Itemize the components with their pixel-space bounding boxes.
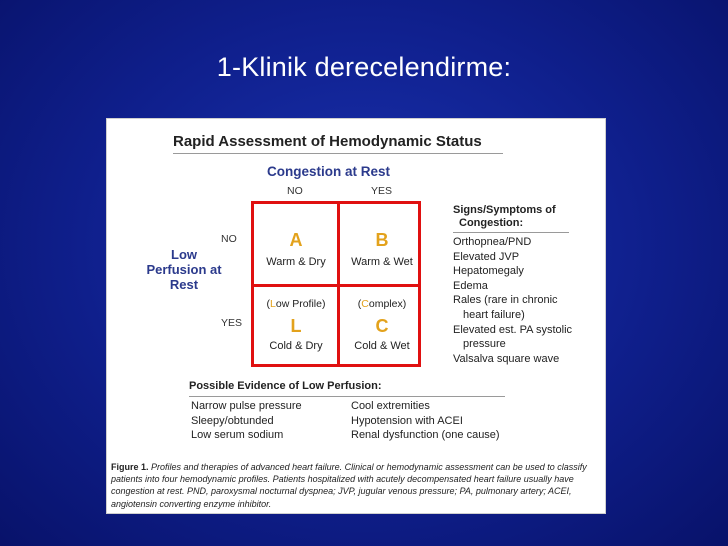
caption-text: Profiles and therapies of advanced heart failure. Clinical or hemodynamic assessment can be used to classify patients into four hemodynamic profiles. Patients hospitalized with acutely decompensated heart failure usually have congestion at rest. PND, paroxysmal nocturnal dyspnea; JVP, jugular venous pressure; PA, pulmonary artery; ACEI, angiotensin converting enzyme inhibitor. [111, 462, 587, 509]
row-no-label: NO [221, 233, 237, 245]
list-item: Rales (rare in chronic [453, 294, 558, 307]
list-item: Cool extremities [351, 400, 430, 412]
profile-grid [251, 201, 421, 367]
cell-c-label: Cold & Wet [354, 340, 410, 352]
cell-l-subtitle-rest: ow Profile) [275, 298, 326, 310]
signs-title-line-1: Signs/Symptoms of [453, 204, 556, 216]
perfusion-label: Low Perfusion at Rest [146, 247, 222, 292]
list-item: pressure [463, 338, 506, 351]
list-item: Elevated est. PA systolic [453, 323, 573, 336]
cell-c-letter: C [375, 316, 389, 336]
evidence-right-list [351, 399, 500, 443]
cell-c-subtitle-initial: C [361, 298, 369, 310]
signs-list [453, 235, 572, 366]
congestion-header: Congestion at Rest [267, 164, 391, 179]
caption-label: Figure 1. [111, 462, 149, 472]
hemodynamic-figure [106, 118, 606, 514]
list-item: Edema [453, 279, 488, 292]
slide-title: 1-Klinik derecelendirme: [216, 52, 512, 82]
cell-b-label: Warm & Wet [351, 256, 413, 268]
figure-title: Rapid Assessment of Hemodynamic Status [173, 133, 482, 150]
cell-l-subtitle: (Low Profile) [266, 298, 326, 310]
title-rule [173, 153, 503, 154]
grid-divider-horizontal [254, 284, 418, 287]
list-item: Orthopnea/PND [453, 236, 532, 248]
signs-rule [453, 232, 569, 233]
cell-a-label: Warm & Dry [266, 256, 326, 268]
cell-l-subtitle-initial: L [270, 298, 276, 310]
list-item: Valsalva square wave [453, 352, 560, 365]
list-item: Hepatomegaly [453, 265, 524, 278]
list-item: Elevated JVP [453, 250, 520, 263]
list-item: heart failure) [463, 308, 525, 321]
cell-c-subtitle-rest: omplex) [368, 298, 407, 310]
evidence-left-list [191, 399, 302, 443]
list-item: Sleepy/obtunded [191, 414, 274, 427]
cell-b-letter: B [375, 230, 389, 250]
cell-c-subtitle: (Complex) [357, 298, 407, 310]
cell-l-label: Cold & Dry [269, 340, 323, 352]
list-item: Hypotension with ACEI [351, 414, 463, 427]
evidence-rule [189, 396, 505, 397]
list-item: Narrow pulse pressure [191, 400, 302, 412]
list-item: Renal dysfunction (one cause) [351, 429, 500, 441]
cell-a-letter: A [289, 230, 303, 250]
cell-l-letter: L [290, 316, 302, 336]
row-yes-label: YES [221, 317, 243, 329]
col-yes-label: YES [371, 185, 393, 197]
signs-title-line-2: Congestion: [459, 217, 524, 229]
signs-title [453, 204, 556, 230]
list-item: Low serum sodium [191, 429, 284, 441]
evidence-title: Possible Evidence of Low Perfusion: [189, 380, 382, 392]
col-no-label: NO [287, 185, 303, 197]
figure-caption [111, 461, 601, 510]
